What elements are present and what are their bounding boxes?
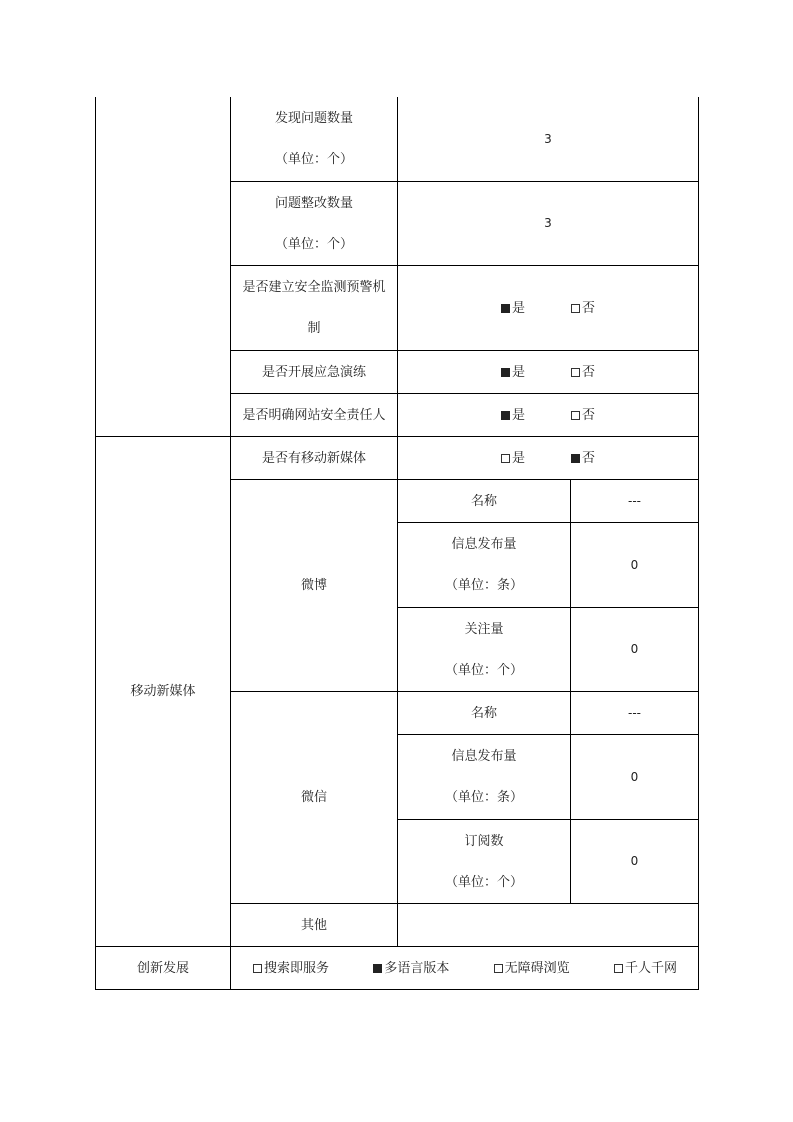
wechat-subs-label: 订阅数 [464,833,504,849]
has-mobile-yes-checkbox[interactable] [501,438,525,479]
wechat-posts-label: 信息发布量 [451,749,517,764]
has-mobile-label-cell [231,437,397,479]
accessibility-checkbox[interactable] [494,948,570,989]
other-value-cell[interactable] [398,904,698,946]
wechat-label-cell [231,692,397,903]
weibo-label: 微博 [300,578,327,593]
checkbox-icon [373,964,382,973]
wechat-name-value-cell [571,692,698,734]
issues-found-value: 3 [544,131,552,146]
other-label: 其他 [300,917,327,933]
multilingual-checkbox[interactable] [373,948,449,989]
checkbox-label: 否 [582,300,596,316]
responsible-no-checkbox[interactable] [571,395,595,436]
monitor-no-checkbox[interactable] [571,288,595,329]
issues-fixed-unit: （单位：个） [274,236,353,252]
other-label-cell [231,904,397,946]
checkbox-icon [614,964,623,973]
drill-no-checkbox[interactable] [571,352,595,393]
drill-label: 是否开展应急演练 [261,364,366,380]
checkbox-label: 是 [511,407,525,423]
monitor-choice-cell [398,266,698,350]
wechat-subs-value: 0 [630,854,639,868]
weibo-follow-value: 0 [630,642,639,656]
drill-choice-cell [398,351,698,393]
issues-found-label-cell [231,97,397,181]
weibo-name-value-cell [571,480,698,522]
wechat-name-label-cell [398,692,570,734]
issues-fixed-value: 3 [544,216,552,230]
checkbox-label: 否 [582,450,596,466]
checkbox-icon [501,368,510,377]
responsible-yes-checkbox[interactable] [501,395,525,436]
search-service-checkbox[interactable] [253,948,329,989]
border-right [698,97,699,990]
checkbox-icon [571,368,580,377]
issues-found-label: 发现问题数量 [274,111,353,126]
monitor-label-line2: 制 [307,321,321,336]
checkbox-label: 是 [511,364,525,380]
wechat-subs-label-cell [398,820,570,903]
monitor-yes-checkbox[interactable] [501,288,525,329]
weibo-follow-label: 关注量 [464,621,504,637]
checkbox-label: 否 [582,364,596,380]
wechat-posts-value-cell [571,735,698,819]
issues-fixed-label: 问题整改数量 [274,195,353,211]
checkbox-icon [571,304,580,313]
weibo-posts-value: 0 [630,557,639,572]
checkbox-icon [494,964,503,973]
monitor-label-line1: 是否建立安全监测预警机 [242,280,386,295]
wechat-posts-label-cell [398,735,570,819]
wechat-posts-value: 0 [630,769,639,784]
issues-fixed-value-cell [398,182,698,265]
innovation-options-cell [231,947,698,989]
checkbox-icon [501,454,510,463]
has-mobile-choice-cell [398,437,698,479]
responsible-label: 是否明确网站安全责任人 [242,407,386,423]
weibo-posts-value-cell [571,523,698,607]
has-mobile-label: 是否有移动新媒体 [261,450,366,466]
drill-yes-checkbox[interactable] [501,352,525,393]
checkbox-icon [571,411,580,420]
checkbox-icon [501,411,510,420]
wechat-name-value: --- [628,705,641,720]
mobile-section-title: 移动新媒体 [130,684,196,699]
weibo-label-cell [231,480,397,691]
responsible-label-cell [231,394,397,436]
weibo-posts-label: 信息发布量 [451,537,517,552]
monitor-label-cell [231,266,397,350]
checkbox-label: 是 [511,300,525,316]
checkbox-label: 多语言版本 [384,960,450,976]
report-table [95,97,699,990]
responsible-choice-cell [398,394,698,436]
mobile-section-title-cell [96,437,230,946]
weibo-name-value: --- [628,493,641,508]
weibo-posts-unit: （单位：条） [444,578,523,593]
weibo-follow-value-cell [571,608,698,691]
issues-found-value-cell [398,97,698,181]
checkbox-icon [501,304,510,313]
wechat-posts-unit: （单位：条） [444,790,523,805]
weibo-name-label: 名称 [470,493,497,509]
wechat-subs-unit: （单位：个） [444,874,523,890]
drill-label-cell [231,351,397,393]
issues-found-unit: （单位：个） [274,152,353,167]
personalized-web-checkbox[interactable] [614,948,677,989]
weibo-name-label-cell [398,480,570,522]
checkbox-label: 无障碍浏览 [504,960,570,976]
weibo-follow-label-cell [398,608,570,691]
innovation-title-cell [96,947,230,989]
issues-fixed-label-cell [231,182,397,265]
checkbox-label: 否 [582,407,596,423]
has-mobile-no-checkbox[interactable] [571,438,595,479]
checkbox-label: 千人千网 [624,960,677,976]
weibo-follow-unit: （单位：个） [444,662,523,678]
wechat-label: 微信 [300,790,327,805]
wechat-name-label: 名称 [470,705,497,721]
checkbox-label: 搜索即服务 [264,960,330,976]
wechat-subs-value-cell [571,820,698,903]
border-bottom [95,989,699,990]
checkbox-icon [571,454,580,463]
checkbox-label: 是 [511,450,525,466]
checkbox-icon [253,964,262,973]
weibo-posts-label-cell [398,523,570,607]
innovation-title: 创新发展 [136,960,189,976]
